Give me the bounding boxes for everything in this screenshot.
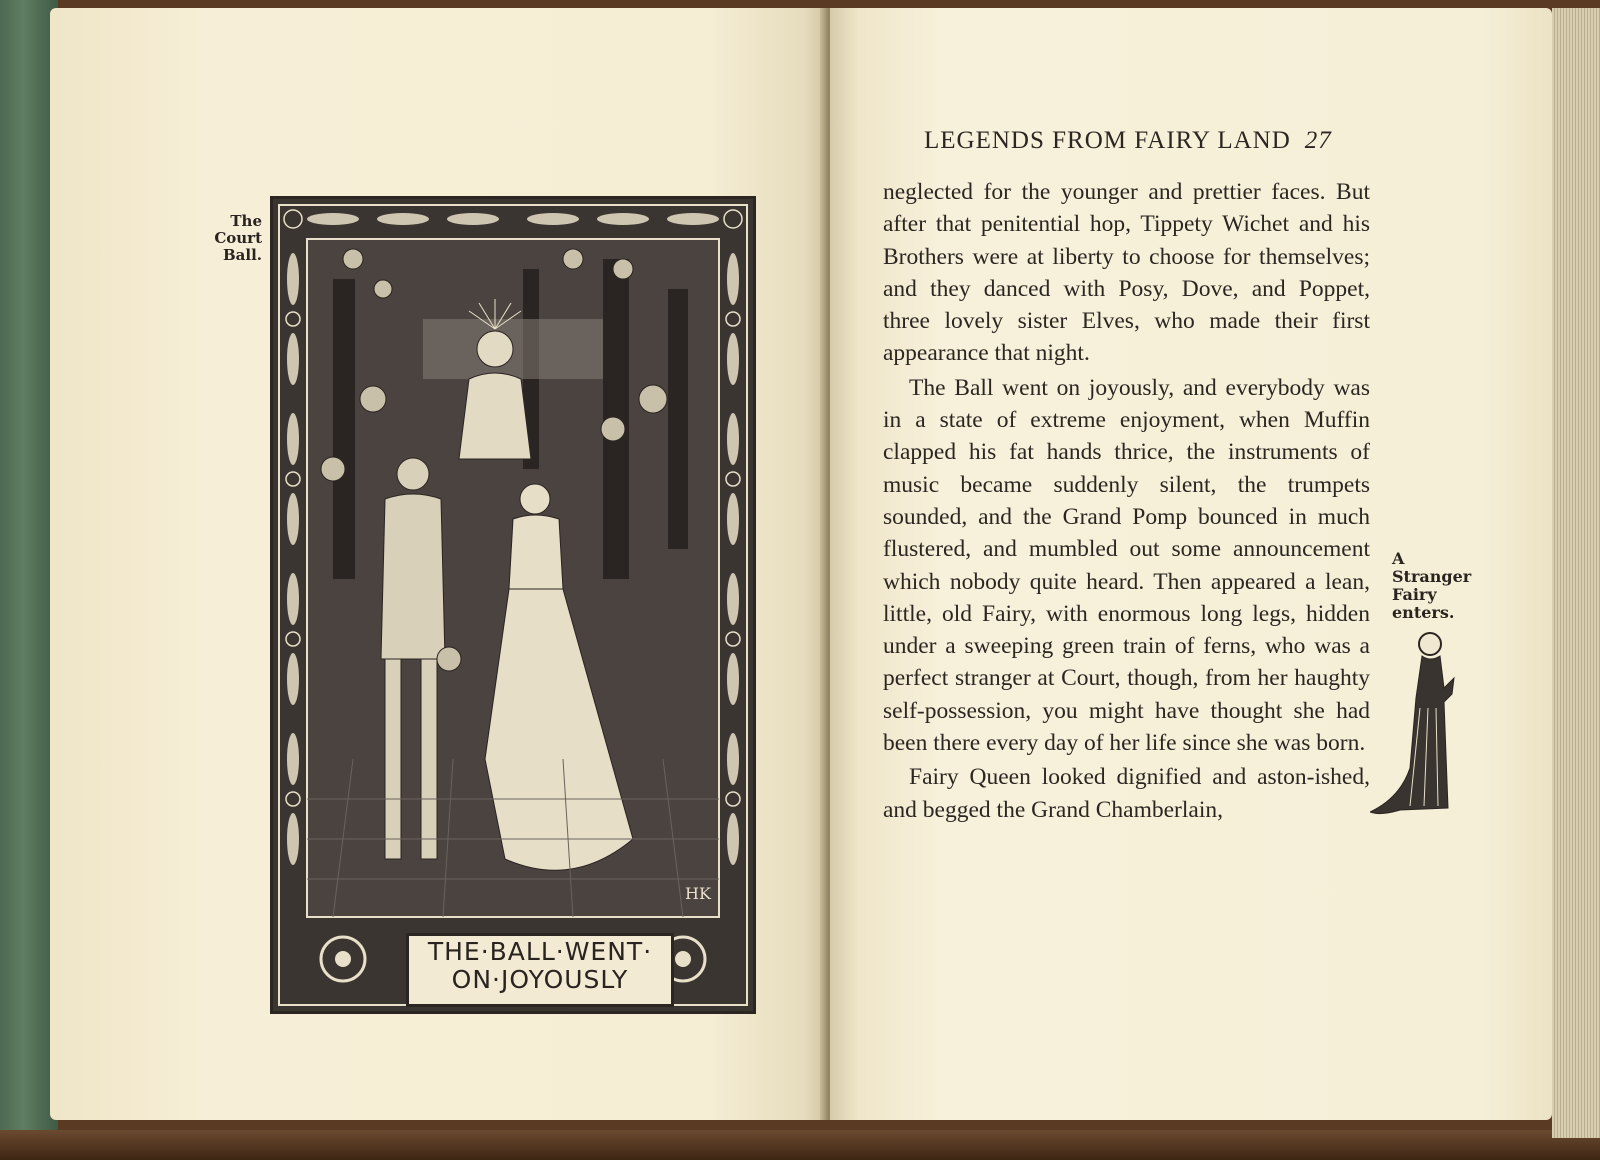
marginal-note-line: Ball. — [222, 246, 262, 264]
running-head — [924, 127, 1374, 155]
right-marginal-note — [1392, 550, 1482, 622]
illustration-plate — [270, 196, 756, 1014]
paragraph: Fairy Queen looked dignified and aston-ished, and begged the Grand Chamberlain, — [883, 764, 1370, 823]
marginal-note-line: A — [1392, 549, 1405, 568]
page-number: 27 — [1304, 127, 1332, 154]
marginal-note-line: Stranger — [1392, 567, 1472, 586]
ball-illustration — [273, 199, 753, 1011]
marginal-note-line: Court — [214, 229, 262, 247]
board-edge — [0, 1130, 1600, 1160]
left-marginal-note — [210, 213, 262, 264]
marginal-note-line: Fairy — [1392, 585, 1437, 604]
stranger-fairy-figure — [1370, 628, 1480, 828]
plate-caption — [406, 933, 674, 1007]
marginal-note-line: The — [230, 212, 262, 230]
caption-line-1: THE·BALL·WENT· — [427, 937, 653, 966]
paragraph: neglected for the younger and prettier faces. But after that penitential hop, Tippety Wichet and his Brothers were at liberty to choose for themselves; and they danced with Posy, Dove, and Poppet, three lovely sister Elves, who made their first appearance that night. — [883, 179, 1370, 367]
paragraph: The Ball went on joyously, and everybody was in a state of extreme enjoyment, when Muffin clapped his fat hands thrice, the instruments of music became suddenly silent, the trumpets sounded, and the Grand Pomp bounced in much flustered, and mumbled out some announcement which nobody quite heard. Then appeared a lean, little, old Fairy, with enormous long legs, hidden under a sweeping green train of ferns, who was a perfect stranger at Court, though, from her haughty self-possession, you might have thought she had been there every day of her life since she was born. — [883, 374, 1370, 757]
marginal-note-line: enters. — [1392, 603, 1455, 622]
caption-line-2: ON·JOYOUSLY — [451, 965, 629, 994]
body-text — [883, 176, 1370, 826]
artist-monogram: HK — [685, 884, 711, 903]
running-head-title: LEGENDS FROM FAIRY LAND — [924, 127, 1291, 154]
page-fore-edge — [1552, 8, 1600, 1138]
